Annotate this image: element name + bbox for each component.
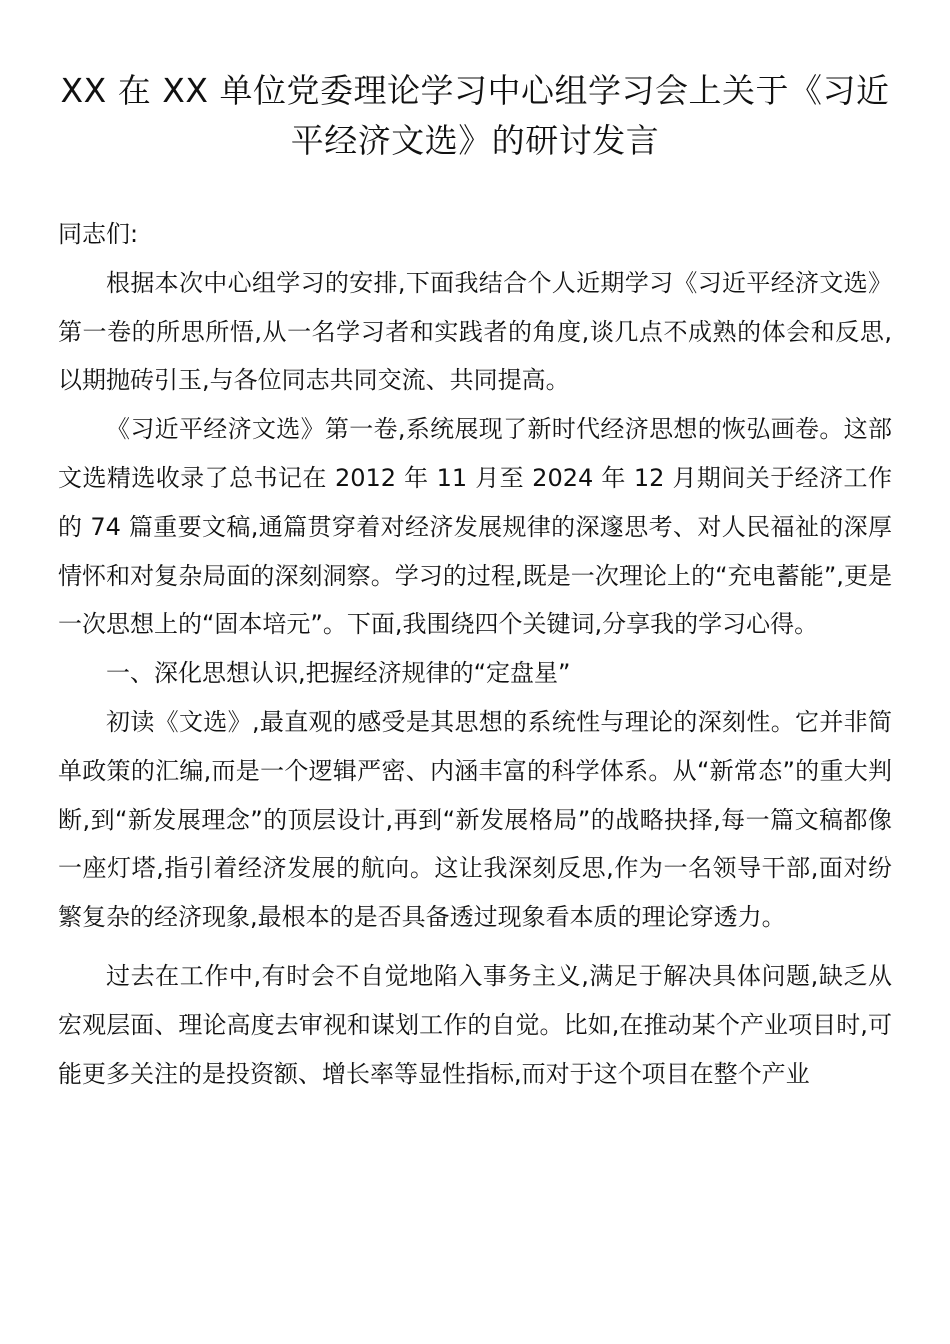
body-paragraph: 根据本次中心组学习的安排,下面我结合个人近期学习《习近平经济文选》第一卷的所思所悟,从一名学习者和实践者的角度,谈几点不成熟的体会和反思,以期抛砖引玉,与各位同志共同交流、共同提高。 [58,268,892,395]
body-paragraph: 初读《文选》,最直观的感受是其思想的系统性与理论的深刻性。它并非简单政策的汇编,而是一个逻辑严密、内涵丰富的科学体系。从“新常态”的重大判断,到“新发展理念”的顶层设计,再到“新发展格局”的战略抉择,每一篇文稿都像一座灯塔,指引着经济发展的航向。这让我深刻反思,作为一名领导干部,面对纷繁复杂的经济现象,最根本的是否具备透过现象看本质的理论穿透力。 [58,707,892,932]
section-heading: 一、深化思想认识,把握经济规律的“定盘星” [106,659,571,688]
body-paragraph: 《习近平经济文选》第一卷,系统展现了新时代经济思想的恢弘画卷。这部文选精选收录了总书记在 2012 年 11 月至 2024 年 12 月期间关于经济工作的 74 篇重要文稿,通篇贯穿着对经济发展规律的深邃思考、对人民福祉的深厚情怀和对复杂局面的深刻洞察。学习的过程,既是一次理论上的“充电蓄能”,更是一次思想上的“固本培元”。下面,我围绕四个关键词,分享我的学习心得。 [58,415,892,639]
salutation: 同志们: [58,220,139,248]
body-paragraph: 过去在工作中,有时会不自觉地陷入事务主义,满足于解决具体问题,缺乏从宏观层面、理论高度去审视和谋划工作的自觉。比如,在推动某个产业项目时,可能更多关注的是投资额、增长率等显性指标,而对于这个项目在整个产业 [58,961,892,1088]
document-title: XX 在 XX 单位党委理论学习中心组学习会上关于《习近平经济文选》的研讨发言 [60,71,890,160]
document-body [58,210,892,1098]
